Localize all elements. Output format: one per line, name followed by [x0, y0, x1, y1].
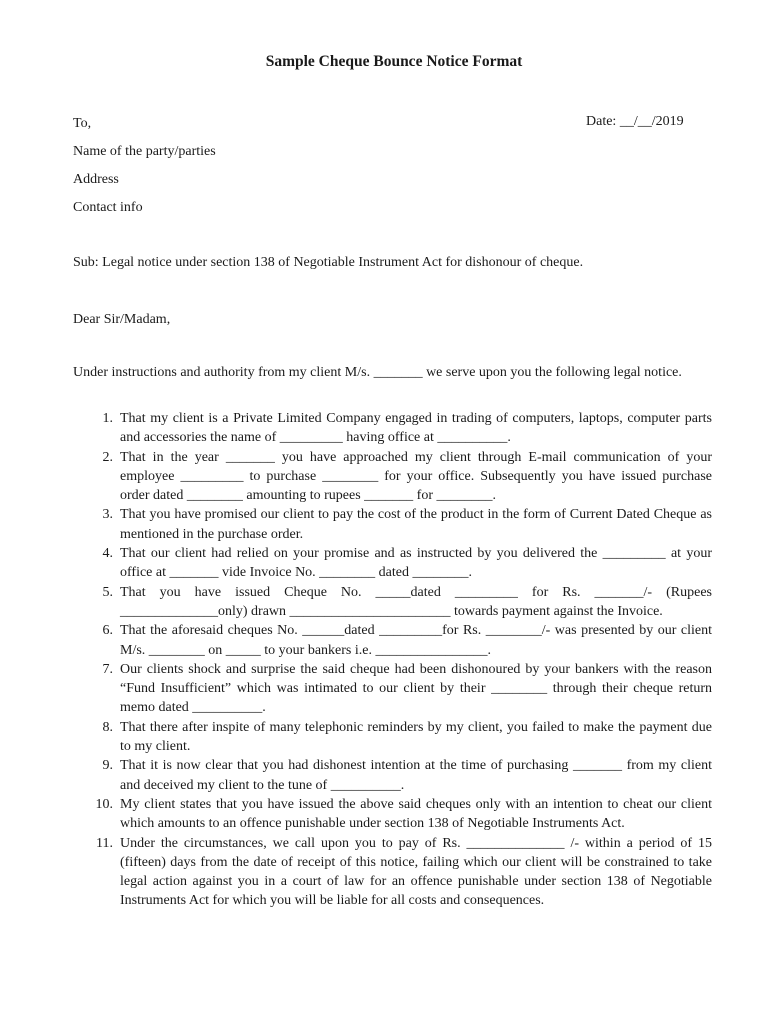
- list-item: [73, 448, 712, 506]
- item-text: That our client had relied on your promise and as instructed by you delivered the _________ at your office at _______ vide Invoice No. ________ dated ________.: [120, 546, 712, 581]
- list-item: [73, 621, 712, 660]
- list-item: [73, 583, 712, 622]
- list-item: [73, 718, 712, 757]
- list-item: [73, 505, 712, 544]
- list-item: [73, 409, 712, 448]
- list-item: [73, 756, 712, 795]
- item-number: 9.: [102, 758, 113, 774]
- date-line: Date: __/__/2019: [586, 114, 684, 129]
- list-item: [73, 544, 712, 583]
- item-number: 4.: [102, 546, 113, 562]
- item-text: Our clients shock and surprise the said cheque had been dishonoured by your bankers with the reason “Fund Insufficient” which was intimated to our client by their ________ through their cheque return memo dated __________.: [120, 661, 712, 716]
- document-title: Sample Cheque Bounce Notice Format: [265, 53, 523, 70]
- item-text: Under the circumstances, we call upon you to pay of Rs. ______________ /- within a period of 15 (fifteen) days from the date of receipt of this notice, failing which our client will be constrained to take legal action against you in a court of law for an offence punishable under section 138 of Negotiable Instruments Act for which you will be liable for all costs and consequences.: [120, 835, 712, 909]
- contact-info-line: Contact info: [73, 200, 143, 215]
- subject-line: Sub: Legal notice under section 138 of Negotiable Instrument Act for dishonour of cheque.: [73, 255, 584, 270]
- party-name-line: Name of the party/parties: [73, 144, 216, 159]
- item-text: That the aforesaid cheques No. ______dated _________for Rs. ________/- was presented by our client M/s. ________ on _____ to your bankers i.e. ________________.: [120, 623, 712, 658]
- salutation: Dear Sir/Madam,: [73, 312, 171, 327]
- item-number: 7.: [102, 661, 113, 677]
- item-text: That my client is a Private Limited Company engaged in trading of computers, laptops, computer parts and accessories the name of _________ having office at __________.: [120, 411, 712, 446]
- address-line: Address: [73, 172, 119, 187]
- item-number: 10.: [95, 796, 113, 812]
- list-item: [73, 660, 712, 718]
- item-number: 3.: [102, 507, 113, 523]
- addressee-to: To,: [73, 116, 92, 131]
- item-number: 8.: [102, 719, 113, 735]
- item-number: 11.: [96, 835, 113, 851]
- item-number: 1.: [102, 411, 113, 426]
- item-text: That you have promised our client to pay the cost of the product in the form of Current Dated Cheque as mentioned in the purchase order.: [120, 507, 712, 542]
- list-item: [73, 795, 712, 834]
- notice-items-list: [73, 409, 712, 911]
- item-text: That it is now clear that you had dishonest intention at the time of purchasing _______ from my client and deceived my client to the tune of __________.: [120, 758, 712, 793]
- item-text: My client states that you have issued the above said cheques only with an intention to cheat our client which amounts to an offence punishable under section 138 of Negotiable Instruments Act.: [120, 796, 712, 832]
- item-number: 5.: [102, 584, 113, 600]
- item-text: That there after inspite of many telephonic reminders by my client, you failed to make the payment due to my client.: [120, 719, 712, 755]
- item-number: 6.: [102, 623, 113, 639]
- item-text: That in the year _______ you have approached my client through E-mail communication of your employee _________ to purchase ________ for your office. Subsequently you have issued purchase order dated ________ amounting to rupees _______ for ________.: [120, 449, 712, 504]
- item-number: 2.: [102, 449, 113, 465]
- item-text: That you have issued Cheque No. _____dated _________ for Rs. _______/- (Rupees ______________only) drawn _______________________ towards payment against the Invoice.: [120, 584, 712, 619]
- list-item: [73, 834, 712, 911]
- intro-paragraph: Under instructions and authority from my client M/s. _______ we serve upon you the following legal notice.: [73, 365, 682, 380]
